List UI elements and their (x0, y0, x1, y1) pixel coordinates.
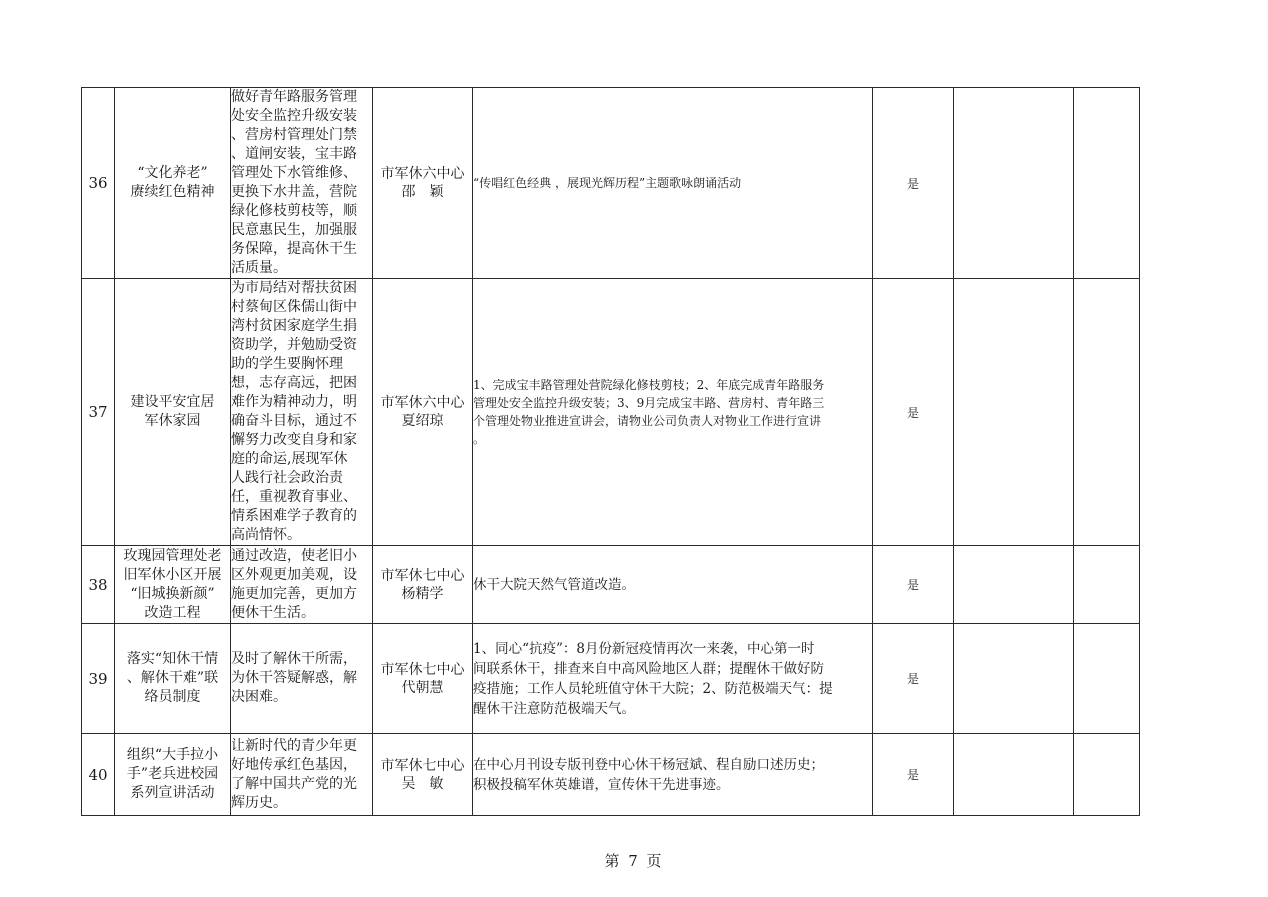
project-name-cell (115, 734, 231, 816)
goal-cell (231, 624, 373, 734)
text-line: 军休家园 (144, 413, 201, 429)
goal-cell (231, 88, 373, 279)
text-line: 落实“知休干情 (126, 651, 219, 667)
text-line: 络员制度 (144, 689, 201, 705)
empty-cell (954, 546, 1074, 624)
text-line: 系列宣讲活动 (130, 785, 215, 801)
text-line: 想，志存高远，把困 (231, 375, 357, 391)
empty-cell (954, 734, 1074, 816)
project-name-cell (115, 546, 231, 624)
completed-cell: 是 (873, 734, 954, 816)
text-line: 为休干答疑解惑，解 (231, 670, 357, 686)
empty-cell (1074, 624, 1140, 734)
text-line: 改造工程 (144, 604, 201, 621)
text-line: 确奋斗目标，通过不 (231, 413, 357, 429)
text-line: 夏绍琼 (401, 413, 444, 429)
text-line: “文化养老” (137, 165, 208, 181)
text-line: 湾村贫困家庭学生捐 (231, 318, 357, 334)
completed-cell: 是 (873, 624, 954, 734)
text-line: 疫措施；工作人员轮班值守休干大院；2、防范极端天气：提 (473, 680, 833, 697)
text-line: 更换下水井盖，营院 (231, 184, 357, 200)
row-number: 39 (82, 624, 115, 734)
progress-cell (473, 279, 873, 546)
table-row (82, 88, 1140, 279)
text-line: 个管理处物业推进宣讲会，请物业公司负责人对物业工作进行宣讲 (473, 414, 822, 428)
text-line: 好地传承红色基因， (231, 756, 357, 773)
empty-cell (954, 88, 1074, 279)
text-line: 市军休七中心 (380, 661, 465, 678)
text-line: 绿化修枝剪枝等，顺 (231, 203, 357, 219)
progress-cell (473, 624, 873, 734)
text-line: 1、同心“抗疫”：8月份新冠疫情再次一来袭，中心第一时 (473, 640, 815, 657)
project-name-cell (115, 279, 231, 546)
table-row (82, 734, 1140, 816)
progress-cell (473, 546, 873, 624)
text-line: 及时了解休干所需， (231, 651, 357, 667)
text-line: 高尚情怀。 (231, 527, 301, 543)
empty-cell (1074, 734, 1140, 816)
text-line: 庭的命运,展现军休 (231, 451, 348, 467)
text-line: 醒休干注意防范极端天气。 (473, 700, 635, 717)
text-line: 区外观更加美观，设 (231, 566, 357, 583)
text-line: 难作为精神动力，明 (231, 394, 357, 410)
text-line: 村蔡甸区侏儒山街中 (231, 299, 357, 315)
text-line: 民意惠民生，加强服 (231, 222, 357, 238)
text-line: 活质量。 (231, 260, 287, 276)
work-progress-table (81, 87, 1140, 816)
table-row (82, 624, 1140, 734)
empty-cell (1074, 546, 1140, 624)
text-line: 组织“大手拉小 (126, 747, 219, 763)
text-line: 便休干生活。 (231, 604, 315, 621)
row-number: 38 (82, 546, 115, 624)
text-line: 做好青年路服务管理 (231, 89, 357, 105)
table-row (82, 279, 1140, 546)
text-line: 人践行社会政治责 (231, 470, 343, 486)
progress-cell (473, 734, 873, 816)
text-line: 让新时代的青少年更 (231, 737, 357, 754)
text-line: 吴 敏 (401, 775, 444, 792)
empty-cell (954, 624, 1074, 734)
responsible-unit-cell (373, 624, 473, 734)
project-name-cell (115, 624, 231, 734)
text-line: 处安全监控升级安装 (231, 108, 357, 124)
text-line: 、解休干难”联 (126, 670, 219, 686)
text-line: 管理处下水管维修、 (231, 165, 357, 181)
empty-cell (1074, 88, 1140, 279)
responsible-unit-cell (373, 279, 473, 546)
progress-cell (473, 88, 873, 279)
page-number: 第 7 页 (604, 852, 664, 870)
text-line: “传唱红色经典 ，展现光辉历程”主题歌咏朗诵活动 (473, 176, 742, 190)
text-line: 市军休六中心 (380, 395, 465, 411)
text-line: 资助学，并勉励受资 (231, 337, 357, 353)
responsible-unit-cell (373, 88, 473, 279)
text-line: 间联系休干，排查来自中高风险地区人群；提醒休干做好防 (473, 660, 824, 677)
text-line: 市军休七中心 (380, 757, 465, 774)
text-line: 情系困难学子教育的 (231, 508, 357, 524)
responsible-unit-cell (373, 734, 473, 816)
text-line: 管理处安全监控升级安装；3、9月完成宝丰路、营房村、青年路三 (473, 396, 825, 410)
goal-cell (231, 734, 373, 816)
project-name-cell (115, 88, 231, 279)
text-line: 杨精学 (401, 585, 444, 602)
text-line: 市军休六中心 (380, 166, 465, 182)
text-line: 建设平安宜居 (130, 394, 215, 410)
row-number: 37 (82, 279, 115, 546)
text-line: “旧城换新颜” (130, 585, 215, 602)
goal-cell (231, 279, 373, 546)
empty-cell (954, 279, 1074, 546)
row-number: 36 (82, 88, 115, 279)
completed-cell: 是 (873, 88, 954, 279)
text-line: 积极投稿军休英雄谱，宣传休干先进事迹。 (473, 776, 730, 793)
empty-cell (1074, 279, 1140, 546)
text-line: 辉历史。 (231, 794, 287, 811)
text-line: 。 (473, 432, 486, 446)
text-line: 懈努力改变自身和家 (231, 432, 357, 448)
table-body (82, 88, 1140, 816)
completed-cell: 是 (873, 546, 954, 624)
text-line: 决困难。 (231, 689, 287, 705)
text-line: 旧军休小区开展 (123, 566, 222, 583)
goal-cell (231, 546, 373, 624)
text-line: 助的学生要胸怀理 (231, 356, 343, 372)
responsible-unit-cell (373, 546, 473, 624)
text-line: 1、完成宝丰路管理处营院绿化修枝剪枝；2、年底完成青年路服务 (473, 378, 825, 392)
text-line: 了解中国共产党的光 (231, 775, 357, 792)
text-line: 邵 颖 (401, 184, 444, 200)
row-number: 40 (82, 734, 115, 816)
text-line: 代朝慧 (401, 679, 444, 696)
text-line: 玫瑰园管理处老 (123, 547, 222, 564)
text-line: 任，重视教育事业、 (231, 489, 357, 505)
text-line: 市军休七中心 (380, 567, 465, 584)
text-line: 在中心月刊设专版刊登中心休干杨冠斌、程自励口述历史； (473, 756, 824, 773)
text-line: 休干大院天然气管道改造。 (473, 576, 635, 593)
text-line: 通过改造，使老旧小 (231, 547, 357, 564)
text-line: 赓续红色精神 (130, 184, 215, 200)
text-line: 施更加完善，更加方 (231, 585, 357, 602)
table-row (82, 546, 1140, 624)
completed-cell: 是 (873, 279, 954, 546)
text-line: 为市局结对帮扶贫困 (231, 280, 357, 296)
text-line: 、营房村管理处门禁 (231, 127, 357, 143)
text-line: 、道闸安装，宝丰路 (231, 146, 357, 162)
text-line: 务保障，提高休干生 (231, 241, 357, 257)
text-line: 手”老兵进校园 (126, 766, 219, 782)
